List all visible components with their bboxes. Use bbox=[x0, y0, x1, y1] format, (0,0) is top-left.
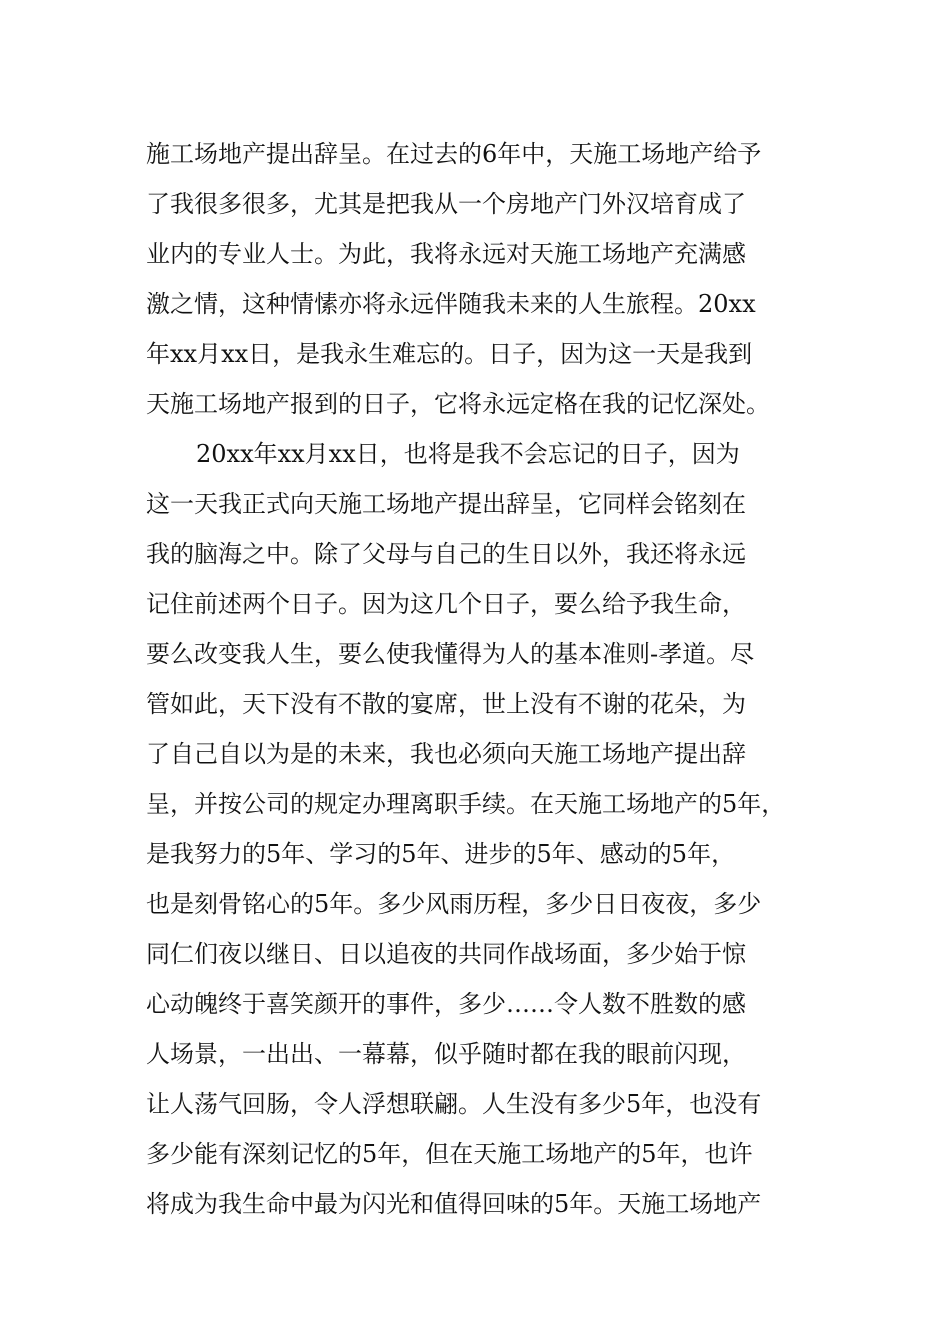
text-line: 业内的专业人士。为此，我将永远对天施工场地产充满感 bbox=[146, 240, 746, 268]
text-line: 将成为我生命中最为闪光和值得回味的5年。天施工场地产 bbox=[146, 1190, 762, 1218]
paragraph-1 bbox=[146, 129, 826, 429]
text-line: 要么改变我人生，要么使我懂得为人的基本准则-孝道。尽 bbox=[146, 640, 755, 668]
text-line: 了自己自以为是的未来，我也必须向天施工场地产提出辞 bbox=[146, 740, 746, 768]
text-line: 了我很多很多，尤其是把我从一个房地产门外汉培育成了 bbox=[146, 190, 746, 218]
text-line: 人场景，一出出、一幕幕，似乎随时都在我的眼前闪现， bbox=[146, 1040, 746, 1068]
text-line: 这一天我正式向天施工场地产提出辞呈，它同样会铭刻在 bbox=[146, 490, 746, 518]
text-line: 让人荡气回肠，令人浮想联翩。人生没有多少5年，也没有 bbox=[146, 1090, 762, 1118]
text-line: 年xx月xx日，是我永生难忘的。日子，因为这一天是我到 bbox=[146, 340, 753, 368]
text-line: 20xx年xx月xx日，也将是我不会忘记的日子，因为 bbox=[196, 440, 740, 468]
text-line: 同仁们夜以继日、日以追夜的共同作战场面，多少始于惊 bbox=[146, 940, 746, 968]
text-line: 天施工场地产报到的日子，它将永远定格在我的记忆深处。 bbox=[146, 390, 770, 418]
text-line: 施工场地产提出辞呈。在过去的6年中，天施工场地产给予 bbox=[146, 140, 762, 168]
document-body bbox=[146, 129, 826, 1229]
text-line: 心动魄终于喜笑颜开的事件，多少……令人数不胜数的感 bbox=[146, 990, 746, 1018]
text-line: 激之情，这种情愫亦将永远伴随我未来的人生旅程。20xx bbox=[146, 290, 756, 318]
text-line: 管如此，天下没有不散的宴席，世上没有不谢的花朵，为 bbox=[146, 690, 746, 718]
text-line: 是我努力的5年、学习的5年、进步的5年、感动的5年， bbox=[146, 840, 736, 868]
text-line: 记住前述两个日子。因为这几个日子，要么给予我生命， bbox=[146, 590, 746, 618]
text-line: 也是刻骨铭心的5年。多少风雨历程，多少日日夜夜，多少 bbox=[146, 890, 762, 918]
text-line: 多少能有深刻记忆的5年，但在天施工场地产的5年，也许 bbox=[146, 1140, 753, 1168]
text-line: 我的脑海之中。除了父母与自己的生日以外，我还将永远 bbox=[146, 540, 746, 568]
paragraph-2 bbox=[146, 429, 826, 1229]
text-line: 呈，并按公司的规定办理离职手续。在天施工场地产的5年， bbox=[146, 790, 786, 818]
